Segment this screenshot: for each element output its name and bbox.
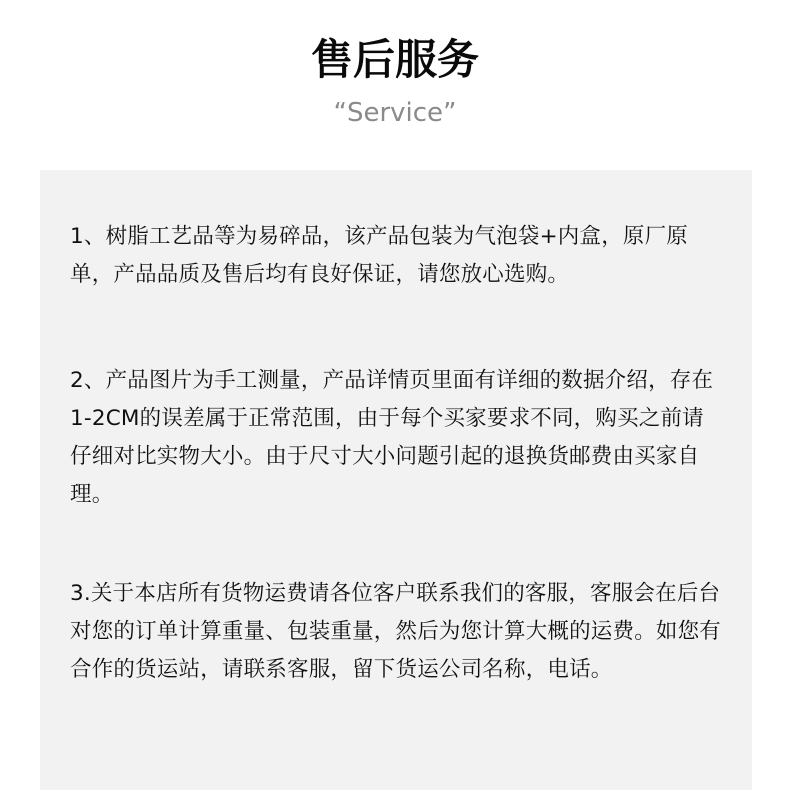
- page-title: 售后服务: [310, 35, 479, 84]
- service-paragraph-measurement: 2、产品图片为手工测量，产品详情页里面有详细的数据介绍，存在1-2CM的误差属于正常范围，由于每个买家要求不同，购买之前请仔细对比实物大小。由于尺寸大小问题引起的退换货邮费由买家自理。: [70, 368, 714, 507]
- service-paragraph-packaging: 1、树脂工艺品等为易碎品，该产品包装为气泡袋+内盒，原厂原单，产品品质及售后均有良好保证，请您放心选购。: [70, 224, 688, 287]
- service-paragraph-shipping: 3.关于本店所有货物运费请各位客户联系我们的客服，客服会在后台对您的订单计算重量、包装重量，然后为您计算大概的运费。如您有合作的货运站，请联系客服，留下货运公司名称，电话。: [70, 581, 722, 682]
- service-info-panel: [40, 170, 752, 790]
- page-subtitle: “Service”: [333, 98, 457, 128]
